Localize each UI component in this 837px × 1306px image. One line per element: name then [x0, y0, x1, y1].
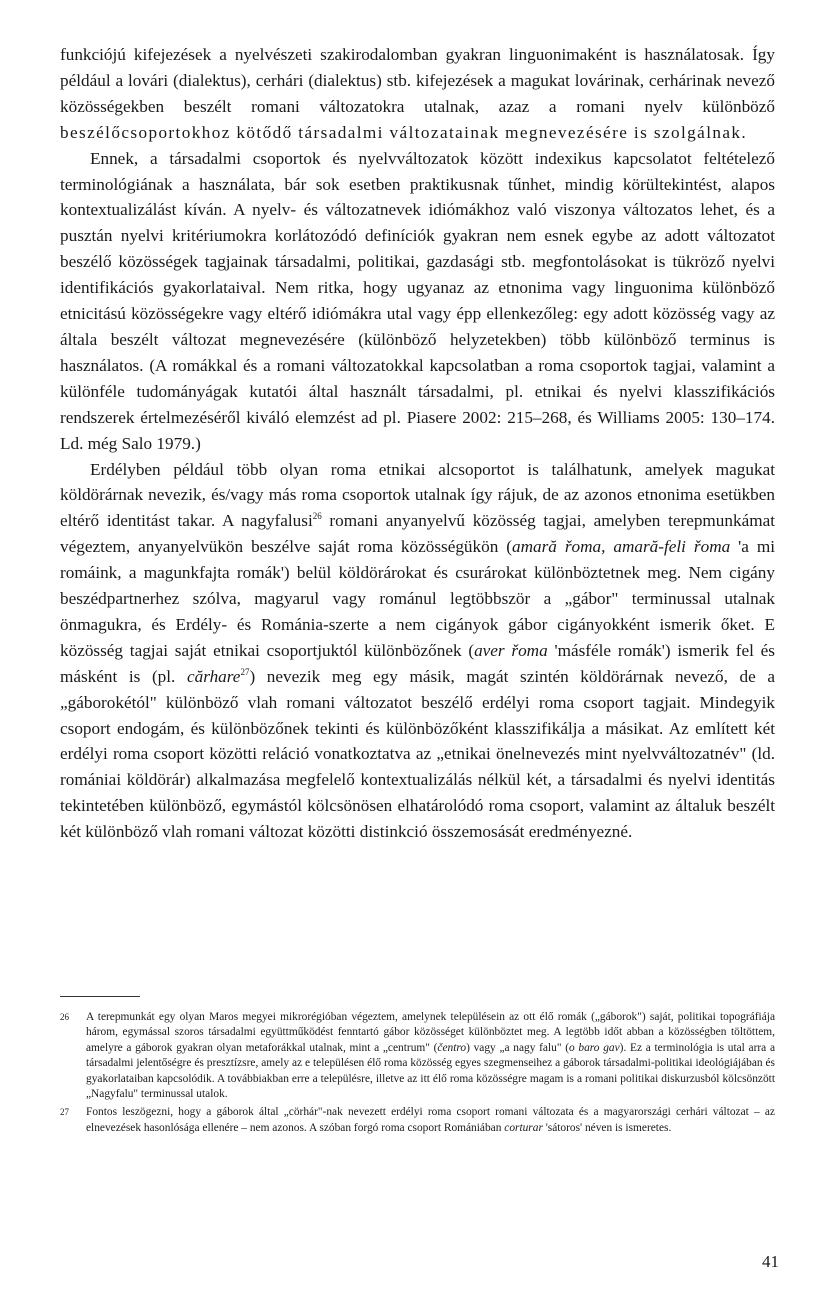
footnote-26 — [60, 1010, 775, 1102]
main-text — [60, 42, 775, 845]
footnote-separator — [60, 996, 140, 997]
footnote-ref-27[interactable]: 27 — [240, 666, 250, 677]
page-number: 41 — [762, 1252, 779, 1271]
footnote-number: 27 — [60, 1107, 69, 1118]
footnote-number: 26 — [60, 1012, 69, 1022]
page-body — [60, 42, 775, 845]
footnote-27 — [60, 1105, 775, 1136]
paragraph-1: funkciójú kifejezések a nyelvészeti szakirodalomban gyakran linguonimaként is használatosak. Így például a lovári (dialektus), cerhári (dialektus) stb. kifejezések a magukat lovárinak, cerhárinak nevező közösségekben beszélt romani változatokra utalnak, azaz a romani nyelv különböző beszélőcsoportokhoz kötődő társadalmi változatainak megnevezésére is szolgálnak. — [60, 45, 775, 142]
footnote-text: A terepmunkát egy olyan Maros megyei mikrorégióban végeztem, amelynek településein az ott élő romák („gáborok") saját, politikai topográfiája három, egymással szoros társadalmi együttműködést fenntartó gábor közösséget különböztet meg. A legtöbb időt abban a közösségben töltöttem, amelyre a gáborok gyakran olyan metaforákkal utalnak, mint a „centrum" (čentro) vagy „a nagy falu" (o baro gav). Ez a terminológia is utal arra a társadalmi jelentőségre és presztízsre, amely az e településen élő roma közösség egyes szegmenseihez a gáborok társadalmi-politikai ideológiájában és gyakorlataiban kapcsolódik. A továbbiakban erre a településre, illetve az itt élő roma közösségre magam is a romani politikai diskurzusból kölcsönzött „Nagyfalu" terminussal utalok. — [86, 1011, 776, 1101]
footnote-ref-26[interactable]: 26 — [312, 511, 322, 522]
paragraph-2: Ennek, a társadalmi csoportok és nyelvváltozatok között indexikus kapcsolatot feltételező terminológiának a használata, bár sok esetben praktikusnak tűnhet, mindig körültekintést, alapos kontextualizálást kíván. A nyelv- és változatnevek idiómákhoz való viszonya változatos lehet, és a pusztán nyelvi kritériumokra korlátozódó definíciók gyakran nem esnek egybe az adott változatot beszélő közösségek tagjainak társadalmi, politikai, gazdasági stb. megfontolásokat is tükröző nyelvi identifikációs gyakorlataival. Nem ritka, hogy ugyanaz az etnonima vagy linguonima különböző etnicitású közösségekre vagy eltérő idiómákra utal vagy épp ellenkezőleg: egy adott közösség vagy az általa beszélt változat megnevezésére (különböző helyzetekben) több különböző terminus is használatos. (A romákkal és a romani változatokkal kapcsolatban a roma csoportok tagjai, valamint a különféle tudományágak kutatói által használt társadalmi, pl. etnikai és nyelvi klasszifikációs rendszerek értelmezéséről kiváló elemzést ad pl. Piasere 2002: 215–268, és Williams 2005: 130–174. Ld. még Salo 1979.) — [60, 148, 775, 453]
footnotes — [60, 1010, 775, 1139]
paragraph-3: Erdélyben például több olyan roma etnikai alcsoportot is találhatunk, amelyek magukat köldörárnak nevezik, és/vagy más roma csoportok utalnak így rájuk, de az azonos etnonima esetükben eltérő identitást takar. A nagyfalusi$^{26}$ romani anyanyelvű közösség tagjai, amelyben terepmunkámat végeztem, anyanyelvükön beszélve saját roma közösségükön (amară řoma, amară-feli řoma 'a mi romáink, a magunkfajta romák') belül köldörárokat és csurárokat különböztetnek meg. Nem cigány beszédpartnerhez szólva, magyarul vagy románul legtöbbször a „gábor" terminussal utalnak önmagukra, és Erdély- és Románia-szerte a nem cigányok gábor cigányokként ismerik őket. E közösség tagjai saját etnikai csoportjuktól különbözőnek (aver řoma 'másféle romák') ismerik fel és másként is (pl. cărhare$^{27}$) nevezik meg egy másik, magát szintén köldörárnak nevező, de a „gáborokétól" különböző vlah romani változatot beszélő erdélyi roma csoport tagjait. Mindegyik csoport endogám, és különbözőnek tekinti és különbözőként klasszifikálja a másikat. Az említett két erdélyi roma csoport közötti reláció vonatkoztatva az „etnikai önelnevezés mint nyelvváltozatnév" (ld. romániai köldörár) alkalmazása megfelelő kontextualizálás nélkül két, a társadalmi és nyelvi identitás tekintetében különböző, egymástól kölcsönösen elhatárolódó roma csoport, valamint az általuk beszélt két különböző vlah romani változat közötti distinkció összemosását eredményezné. — [60, 459, 775, 842]
footnote-text: Fontos leszögezni, hogy a gáborok által „cörhár"-nak nevezett erdélyi roma csoport romani változata és a magyarországi cerhári változat – az elnevezések hasonlósága ellenére – nem azonos. A szóban forgó roma csoport Romániában corturar 'sátoros' néven is ismeretes. — [86, 1106, 775, 1134]
